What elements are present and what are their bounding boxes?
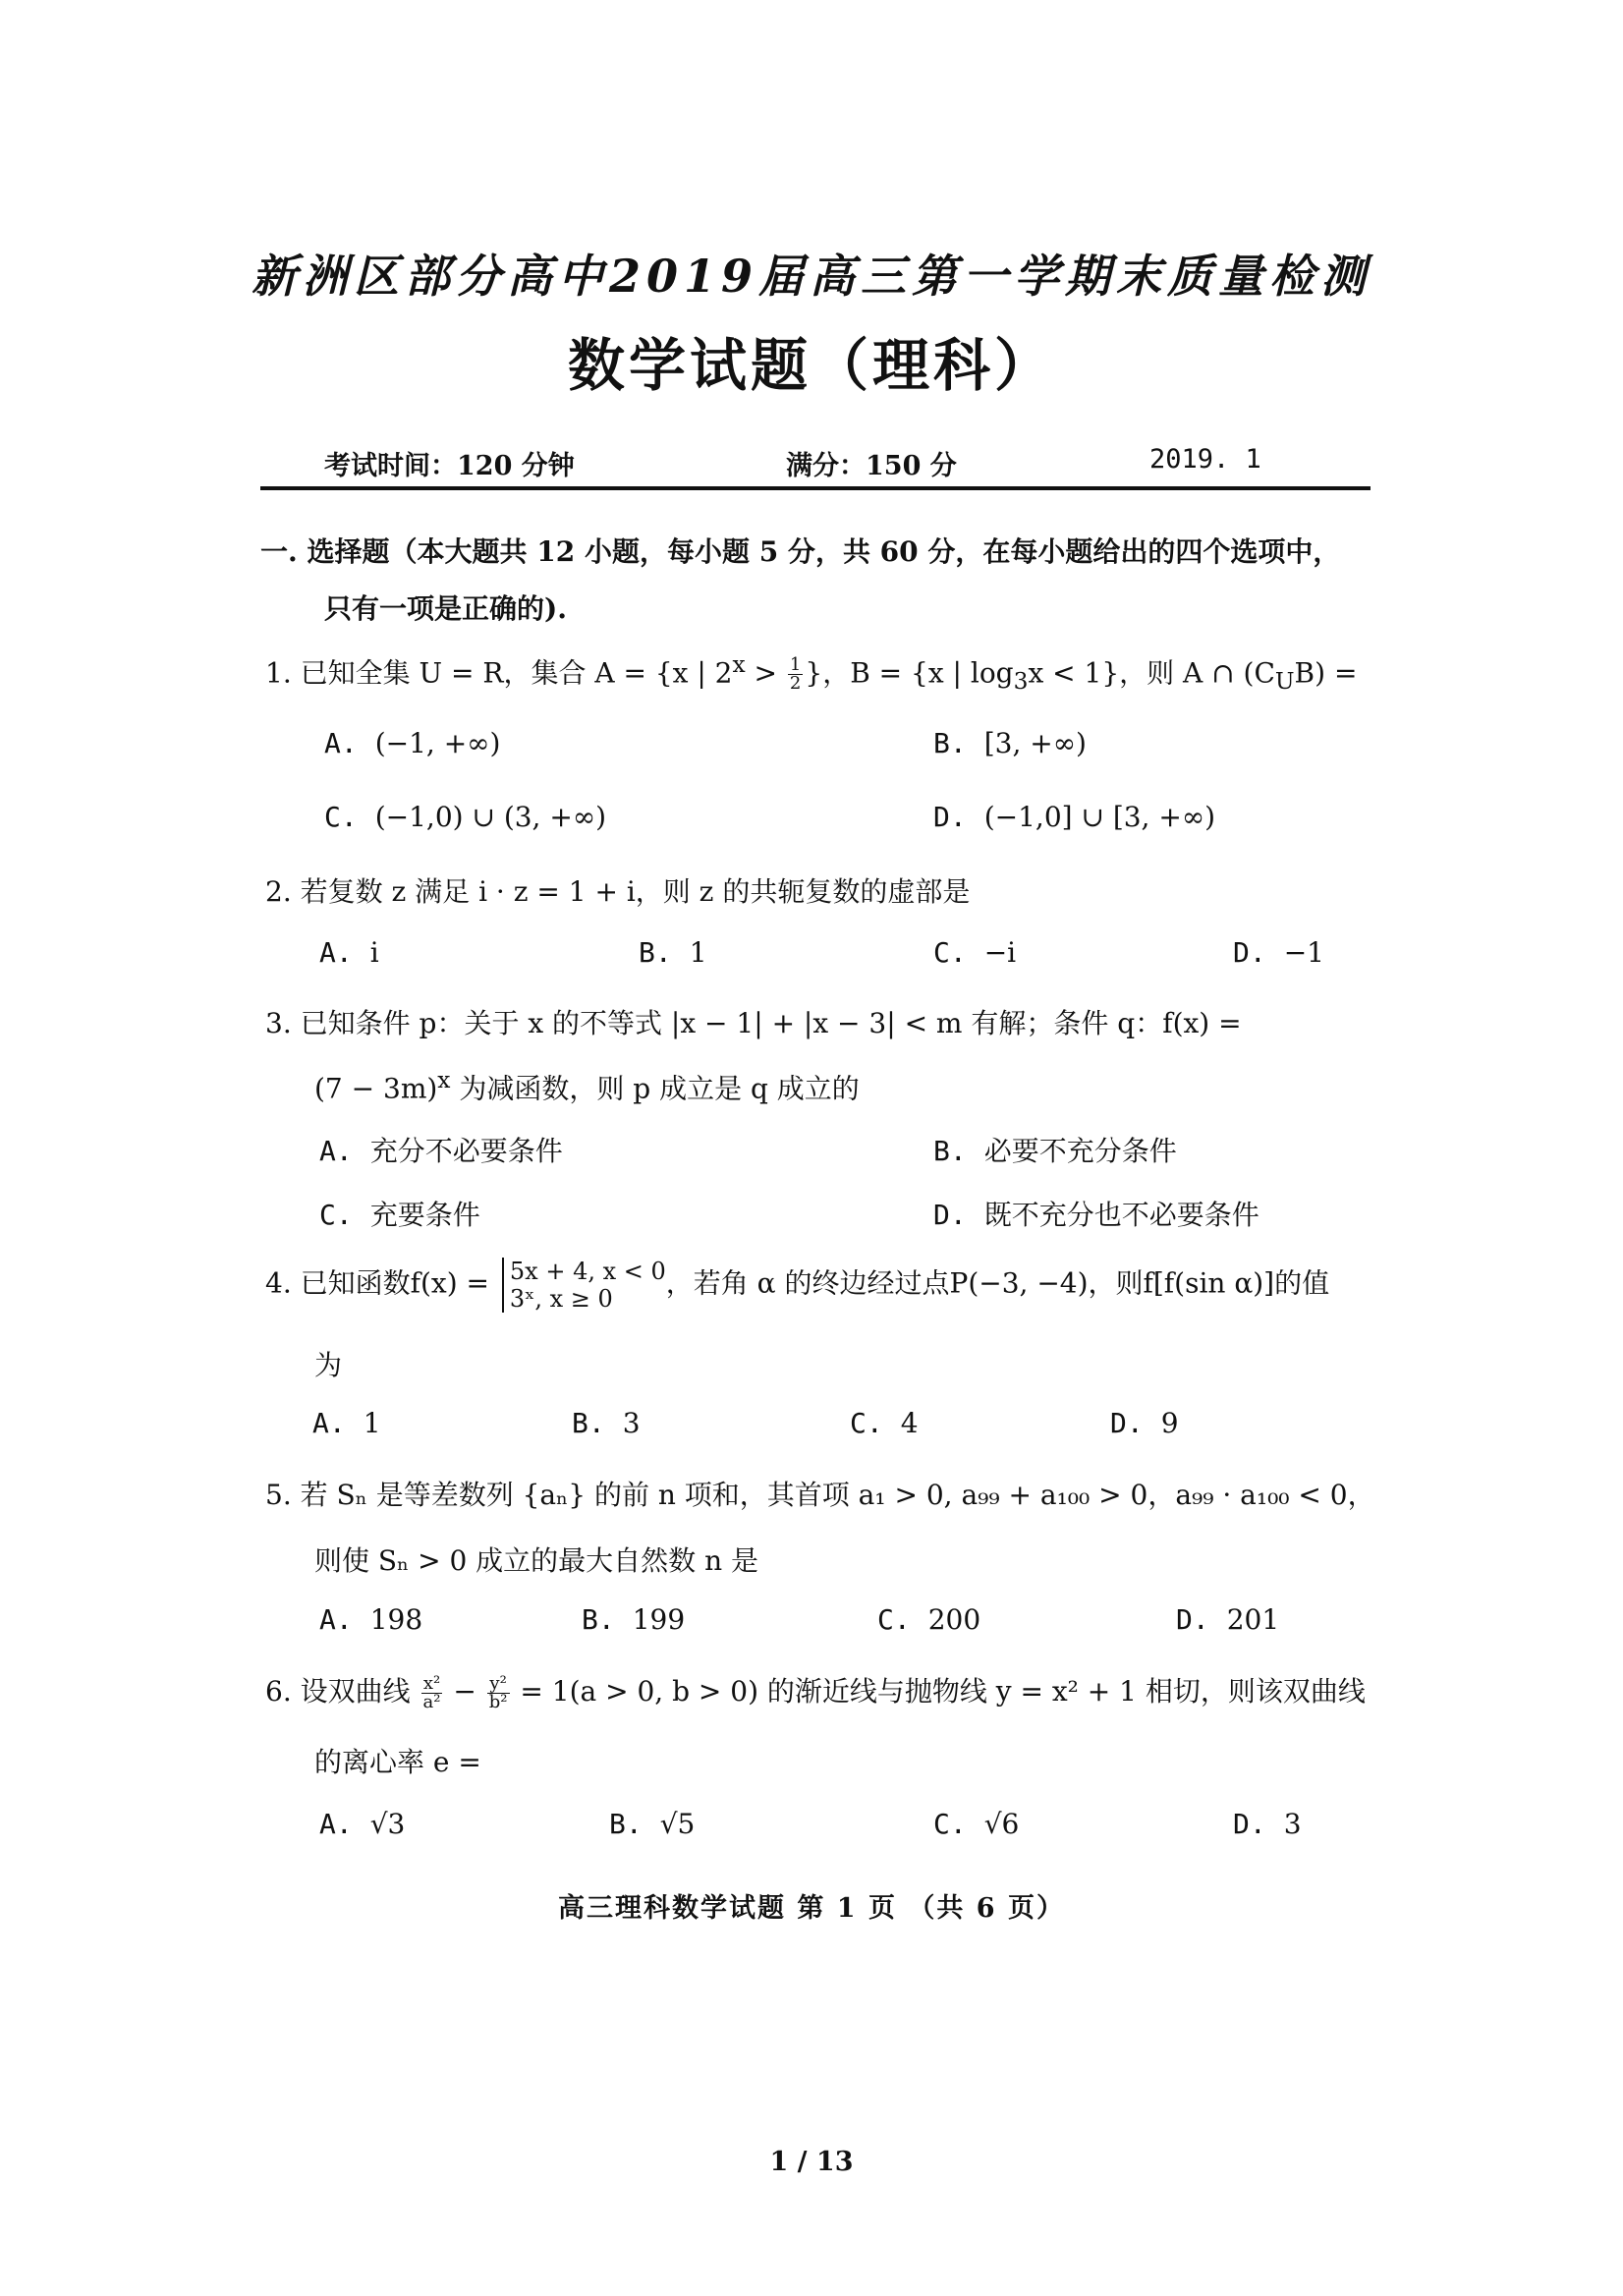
option-label: B. xyxy=(609,1808,643,1840)
q4-case-1: 5x + 4, x < 0 xyxy=(509,1258,666,1285)
q5-option-c[interactable] xyxy=(877,1603,980,1636)
q4-piecewise xyxy=(502,1258,666,1313)
exam-date: 2019. 1 xyxy=(1149,444,1261,475)
question-3-line2 xyxy=(314,1066,860,1106)
section-heading-line1: 一. 选择题（本大题共 12 小题，每小题 5 分，共 60 分，在每小题给出的四个选项中， xyxy=(260,535,1341,568)
q1-text-h: B) = xyxy=(1294,656,1358,690)
option-label: A. xyxy=(319,936,353,969)
q6-minus: − xyxy=(444,1675,485,1708)
q5-option-a[interactable] xyxy=(319,1603,422,1636)
option-label: B. xyxy=(572,1407,605,1439)
option-text: 1 xyxy=(689,936,707,969)
q1-frac-num: 1 xyxy=(789,654,802,676)
q5-option-d[interactable] xyxy=(1176,1603,1279,1636)
question-5-line2: 则使 Sₙ > 0 成立的最大自然数 n 是 xyxy=(314,1544,759,1577)
q6-fraction-x xyxy=(421,1675,443,1711)
q2-option-a[interactable] xyxy=(319,936,379,969)
option-label: A. xyxy=(324,727,358,759)
option-text: −1 xyxy=(1283,936,1324,969)
q3-option-c[interactable] xyxy=(319,1194,480,1233)
option-text: 充分不必要条件 xyxy=(369,1135,563,1167)
question-5-line1: 5. 若 Sₙ 是等差数列 {aₙ} 的前 n 项和，其首项 a₁ > 0, a₉₉ + a₁₀₀ > 0，a₉₉ · a₁₀₀ < 0， xyxy=(265,1479,1375,1511)
option-label: D. xyxy=(1233,936,1266,969)
q1-text-a: 1. 已知全集 U = R，集合 A = {x | 2 xyxy=(265,656,733,690)
option-label: A. xyxy=(319,1603,353,1636)
q1-option-d[interactable] xyxy=(933,801,1215,833)
option-text: −i xyxy=(983,936,1017,969)
q2-option-c[interactable] xyxy=(933,936,1016,969)
q1-frac-den: 2 xyxy=(789,673,802,695)
option-text: 199 xyxy=(632,1603,686,1636)
option-text: (−1, +∞) xyxy=(374,727,501,759)
q3-text-b: 为减函数，则 p 成立是 q 成立的 xyxy=(450,1072,860,1105)
page-footer: 高三理科数学试题 第 1 页 （共 6 页） xyxy=(558,1893,1065,1924)
option-text: i xyxy=(369,936,379,969)
section-heading-line2: 只有一项是正确的). xyxy=(324,592,567,625)
q1-option-c[interactable] xyxy=(324,801,606,833)
q6-text-post: = 1(a > 0, b > 0) 的渐近线与抛物线 y = x² + 1 相切，则该双曲线 xyxy=(511,1675,1366,1708)
q4-option-d[interactable] xyxy=(1110,1407,1179,1439)
q4-text-pre: 4. 已知函数f(x) = xyxy=(265,1266,498,1300)
q6-option-b[interactable] xyxy=(609,1808,695,1840)
option-text: 充要条件 xyxy=(369,1199,480,1231)
q6-frac1-den: a² xyxy=(422,1692,441,1712)
exam-title: 新洲区部分高中2019届高三第一学期末质量检测 xyxy=(251,250,1372,303)
option-text: (−1,0) ∪ (3, +∞) xyxy=(374,801,607,833)
q2-option-b[interactable] xyxy=(639,936,707,969)
q6-frac2-num: y² xyxy=(487,1675,510,1694)
q3-option-b[interactable] xyxy=(933,1130,1177,1169)
option-text: 既不充分也不必要条件 xyxy=(983,1199,1259,1231)
option-text: √3 xyxy=(369,1808,406,1840)
option-label: C. xyxy=(850,1407,883,1439)
option-label: D. xyxy=(1110,1407,1144,1439)
q1-option-a[interactable] xyxy=(324,727,500,759)
q6-option-d[interactable] xyxy=(1233,1808,1302,1840)
full-score: 满分：150 分 xyxy=(786,451,957,481)
q4-option-a[interactable] xyxy=(312,1407,381,1439)
question-4-line1 xyxy=(265,1258,1329,1313)
option-text: 必要不充分条件 xyxy=(983,1135,1177,1167)
option-text: 9 xyxy=(1160,1407,1179,1439)
option-text: 200 xyxy=(927,1603,981,1636)
q5-option-b[interactable] xyxy=(582,1603,685,1636)
option-text: √5 xyxy=(659,1808,696,1840)
q1-fraction xyxy=(788,656,803,693)
question-6-line2: 的离心率 e = xyxy=(314,1746,481,1778)
q1-sub-u: U xyxy=(1274,666,1295,695)
q4-option-c[interactable] xyxy=(850,1407,919,1439)
q4-text-post: ，若角 α 的终边经过点P(−3, −4)，则f[f(sin α)]的值 xyxy=(665,1266,1330,1300)
question-4-line2: 为 xyxy=(314,1349,343,1381)
option-label: D. xyxy=(933,1199,967,1231)
question-1 xyxy=(265,650,1357,695)
q1-text-c: > xyxy=(745,656,786,690)
option-label: B. xyxy=(582,1603,615,1636)
q4-option-b[interactable] xyxy=(572,1407,641,1439)
q3-sup: x xyxy=(437,1066,451,1093)
option-text: 3 xyxy=(622,1407,641,1439)
question-2: 2. 若复数 z 满足 i · z = 1 + i，则 z 的共轭复数的虚部是 xyxy=(265,875,971,908)
option-label: B. xyxy=(639,936,672,969)
option-text: 198 xyxy=(369,1603,423,1636)
q3-text-a: (7 − 3m) xyxy=(314,1072,438,1105)
q1-option-b[interactable] xyxy=(933,727,1087,759)
option-label: A. xyxy=(312,1407,346,1439)
option-label: B. xyxy=(933,1135,967,1167)
q6-fraction-y xyxy=(487,1675,510,1711)
q1-sub-log: 3 xyxy=(1013,666,1029,695)
option-label: C. xyxy=(324,801,358,833)
q6-frac1-num: x² xyxy=(421,1675,443,1694)
option-label: C. xyxy=(933,936,967,969)
option-label: C. xyxy=(319,1199,353,1231)
exam-time: 考试时间：120 分钟 xyxy=(324,451,575,481)
option-label: D. xyxy=(1176,1603,1209,1636)
option-text: 3 xyxy=(1283,1808,1302,1840)
page-number: 1 / 13 xyxy=(769,2147,854,2177)
option-label: C. xyxy=(933,1808,967,1840)
option-text: (−1,0] ∪ [3, +∞) xyxy=(983,801,1216,833)
option-label: C. xyxy=(877,1603,911,1636)
q6-frac2-den: b² xyxy=(488,1692,508,1712)
q6-option-a[interactable] xyxy=(319,1808,405,1840)
q6-text-pre: 6. 设双曲线 xyxy=(265,1675,420,1708)
option-text: [3, +∞) xyxy=(983,727,1087,759)
q1-sup: x xyxy=(732,650,746,678)
option-label: D. xyxy=(1233,1808,1266,1840)
q6-option-c[interactable] xyxy=(933,1808,1019,1840)
option-label: D. xyxy=(933,801,967,833)
option-text: 201 xyxy=(1226,1603,1280,1636)
q3-option-a[interactable] xyxy=(319,1130,563,1169)
option-label: A. xyxy=(319,1135,353,1167)
question-3-line1: 3. 已知条件 p：关于 x 的不等式 |x − 1| + |x − 3| < m 有解；条件 q：f(x) = xyxy=(265,1007,1242,1039)
header-divider xyxy=(260,486,1371,490)
option-text: 1 xyxy=(363,1407,381,1439)
option-text: 4 xyxy=(900,1407,919,1439)
q4-case-2: 3ˣ, x ≥ 0 xyxy=(509,1285,613,1313)
exam-subtitle: 数学试题（理科） xyxy=(567,332,1055,399)
option-label: B. xyxy=(933,727,967,759)
q2-option-d[interactable] xyxy=(1233,936,1324,969)
q1-text-f: x < 1}，则 A ∩ (C xyxy=(1028,656,1275,690)
option-text: √6 xyxy=(983,1808,1020,1840)
q1-text-d: }，B = {x | log xyxy=(805,656,1014,690)
q3-option-d[interactable] xyxy=(933,1194,1259,1233)
question-6-line1 xyxy=(265,1670,1366,1711)
option-label: A. xyxy=(319,1808,353,1840)
